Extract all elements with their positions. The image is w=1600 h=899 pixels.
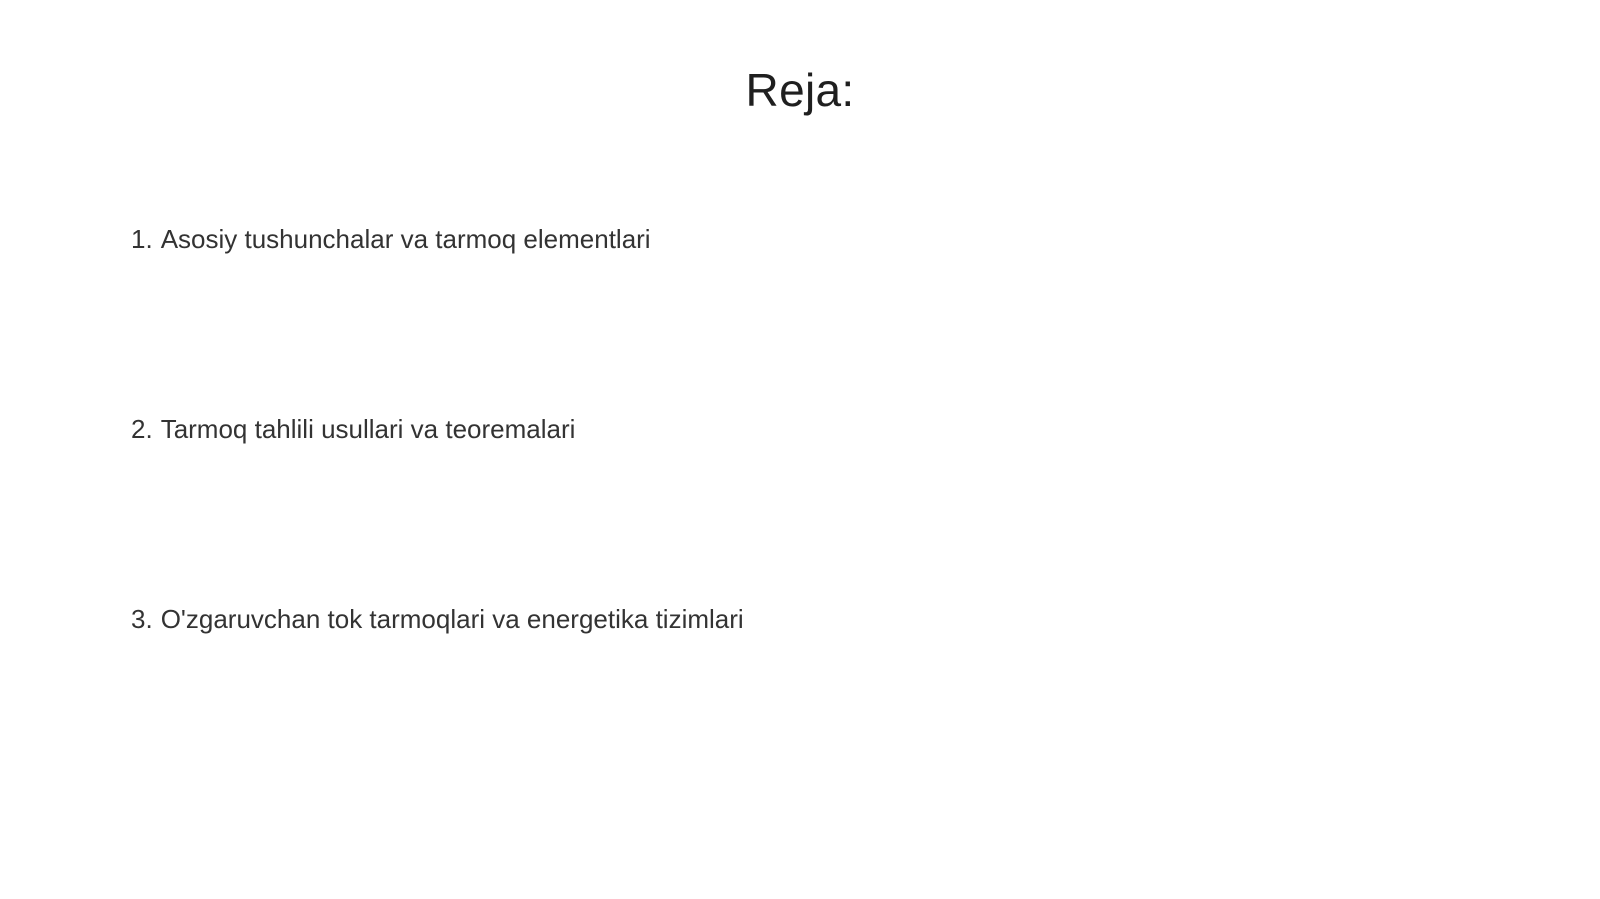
list-item-number: 2. (131, 414, 153, 444)
list-item (131, 412, 575, 446)
list-item-text: Tarmoq tahlili usullari va teoremalari (160, 414, 576, 444)
list-item-number: 3. (131, 604, 153, 634)
list-item-number: 1. (131, 224, 153, 254)
list-item-text: O'zgaruvchan tok tarmoqlari va energetika tizimlari (160, 604, 744, 634)
list-item (131, 222, 651, 256)
list-item (131, 602, 744, 636)
slide-title: Reja: (745, 64, 855, 116)
list-item-text: Asosiy tushunchalar va tarmoq elementlari (160, 224, 651, 254)
